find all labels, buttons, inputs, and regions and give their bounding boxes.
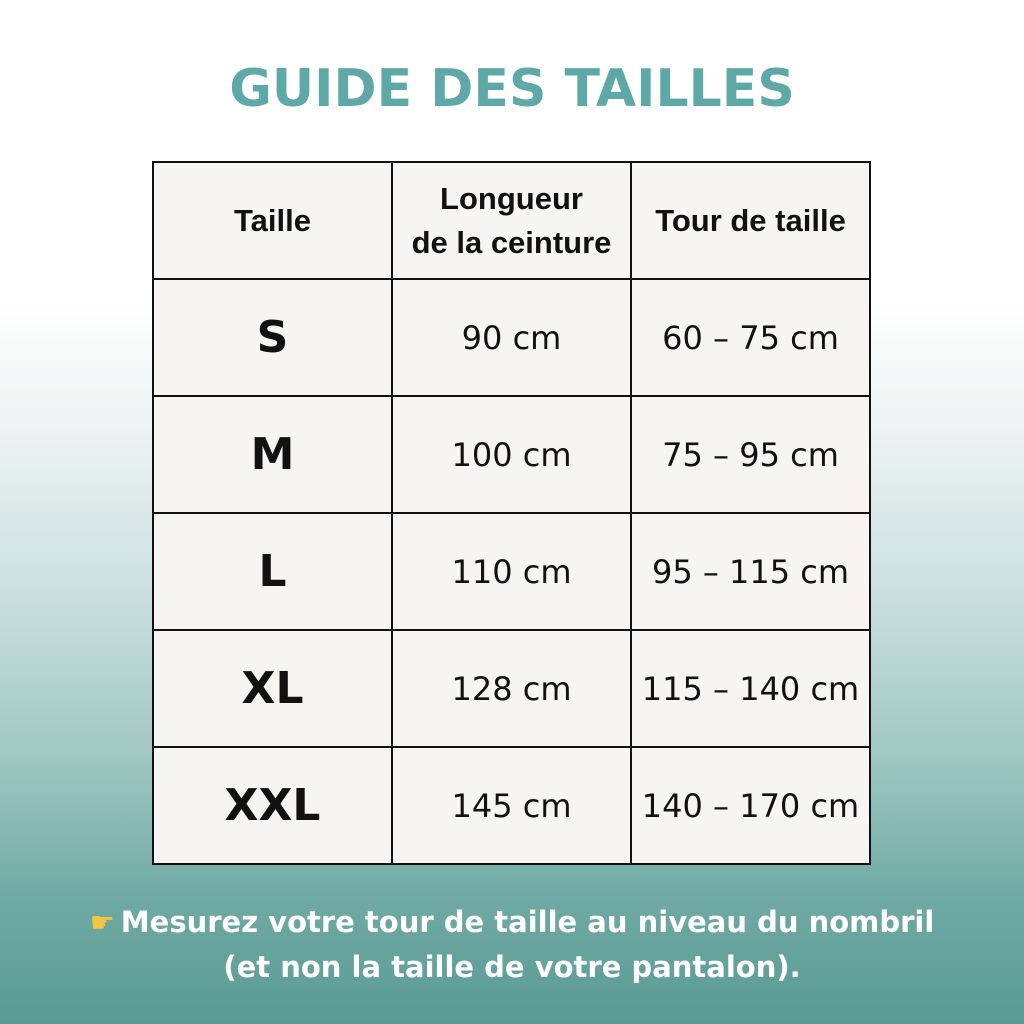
note-text-line1: Mesurez votre tour de taille au niveau du nombril (120, 905, 935, 939)
header-belt-length-line1: Longueur (440, 180, 583, 216)
waist-cell: 95 – 115 cm (631, 513, 870, 630)
belt-length-cell: 145 cm (392, 747, 631, 864)
belt-length-cell: 128 cm (392, 630, 631, 747)
note-line-2: (et non la taille de votre pantalon). (223, 950, 801, 984)
belt-length-cell: 100 cm (392, 396, 631, 513)
table-row (153, 279, 870, 396)
header-size-label: Taille (234, 202, 311, 238)
waist-cell: 60 – 75 cm (631, 279, 870, 396)
measurement-note (0, 900, 1024, 989)
header-size (153, 162, 392, 279)
belt-length-cell: 90 cm (392, 279, 631, 396)
size-cell: XXL (153, 747, 392, 864)
table-row (153, 396, 870, 513)
header-belt-length (392, 162, 631, 279)
waist-cell: 115 – 140 cm (631, 630, 870, 747)
table-row (153, 630, 870, 747)
size-cell: XL (153, 630, 392, 747)
page-title: GUIDE DES TAILLES (229, 59, 795, 119)
waist-cell: 140 – 170 cm (631, 747, 870, 864)
header-waist-label: Tour de taille (655, 202, 846, 238)
table-header-row (153, 162, 870, 279)
belt-length-cell: 110 cm (392, 513, 631, 630)
table-row (153, 747, 870, 864)
pointing-hand-icon: ☛ (89, 906, 115, 939)
note-line-1 (0, 900, 1024, 945)
size-cell: M (153, 396, 392, 513)
table-row (153, 513, 870, 630)
size-cell: S (153, 279, 392, 396)
header-belt-length-line2: de la ceinture (411, 224, 612, 260)
size-chart-table (152, 161, 871, 865)
waist-cell: 75 – 95 cm (631, 396, 870, 513)
size-cell: L (153, 513, 392, 630)
header-waist (631, 162, 870, 279)
